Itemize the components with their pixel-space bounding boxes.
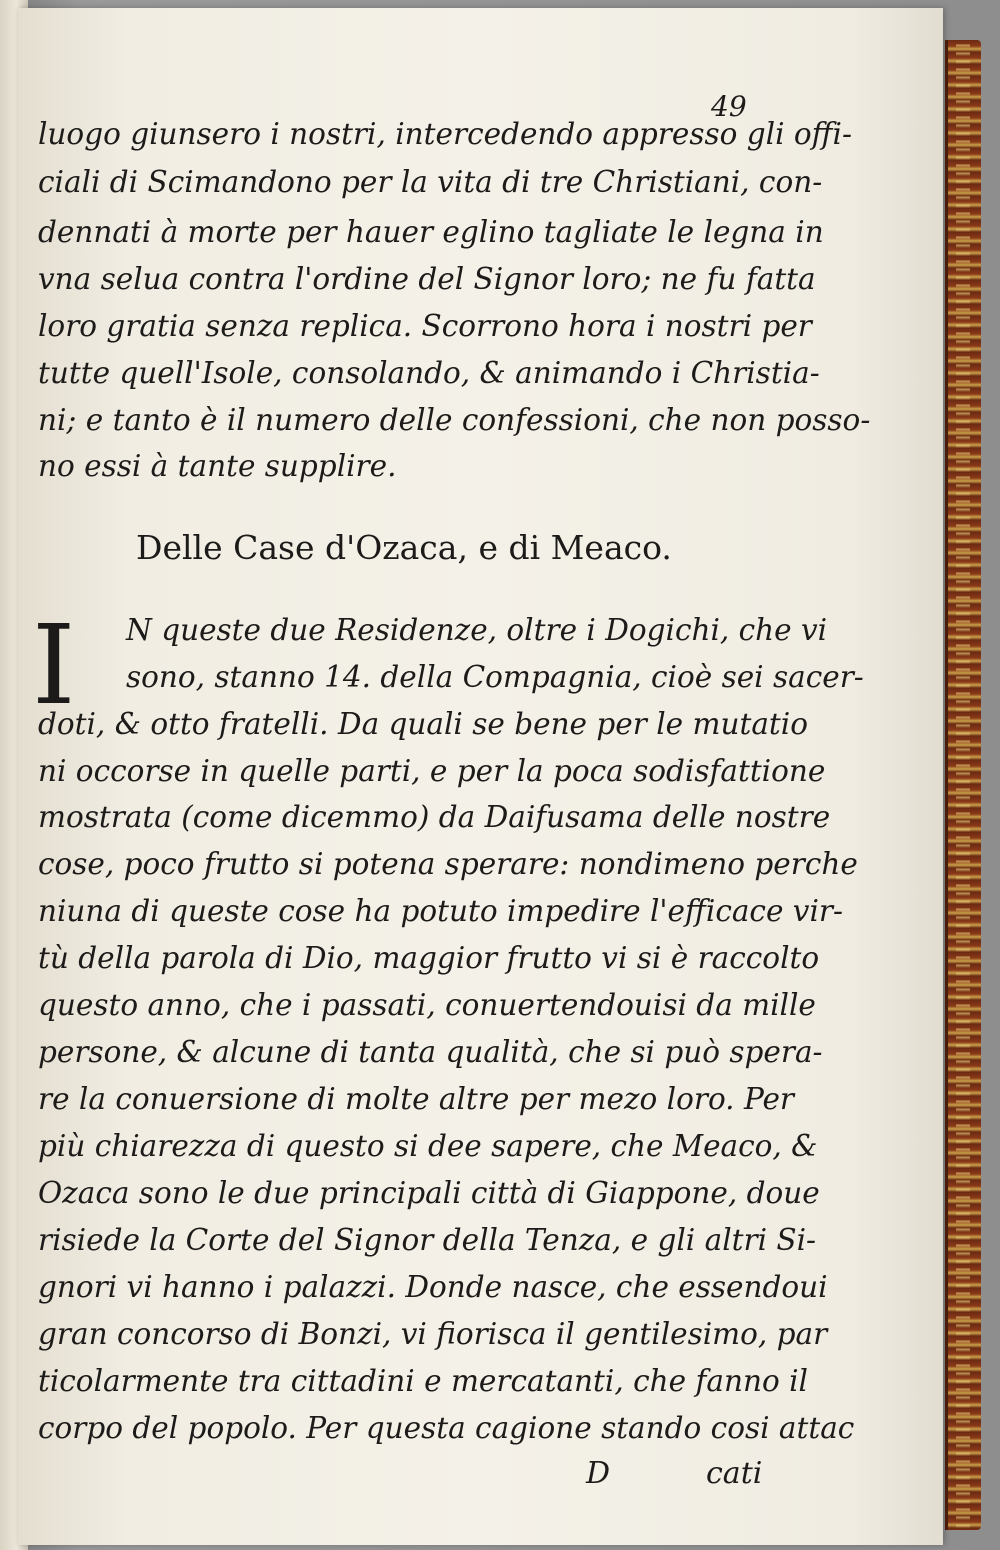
text-line: niuna di queste cose ha potuto impedire l'efficace vir- xyxy=(38,894,843,928)
text-line: ciali di Scimandono per la vita di tre Christiani, con- xyxy=(38,165,823,199)
text-line: ni occorse in quelle parti, e per la poca sodisfattione xyxy=(38,754,826,788)
text-line: più chiarezza di questo si dee sapere, che Meaco, & xyxy=(38,1129,818,1163)
text-line: no essi à tante supplire. xyxy=(38,449,397,483)
text-line: mostrata (come dicemmo) da Daifusama delle nostre xyxy=(38,800,831,834)
text-line: ticolarmente tra cittadini e mercatanti, che fanno il xyxy=(38,1364,808,1398)
section-heading: Delle Case d'Ozaca, e di Meaco. xyxy=(136,528,672,567)
text-line: gran concorso di Bonzi, vi fiorisca il gentilesimo, par xyxy=(38,1317,828,1351)
drop-cap: I xyxy=(32,601,76,729)
text-line: tù della parola di Dio, maggior frutto vi si è raccolto xyxy=(38,941,820,975)
text-line: gnori vi hanno i palazzi. Donde nasce, che essendoui xyxy=(38,1270,828,1304)
text-line: risiede la Corte del Signor della Tenza, e gli altri Si- xyxy=(38,1223,817,1257)
text-line: sono, stanno 14. della Compagnia, cioè sei sacer- xyxy=(126,660,864,694)
text-line: doti, & otto fratelli. Da quali se bene per le mutatio xyxy=(38,707,808,741)
text-line: re la conuersione di molte altre per mezo loro. Per xyxy=(38,1082,795,1116)
catchword: cati xyxy=(706,1456,763,1491)
text-line: questo anno, che i passati, conuertendouisi da mille xyxy=(38,988,816,1022)
text-line: corpo del popolo. Per questa cagione stando cosi attac xyxy=(38,1411,855,1445)
signature-mark: D xyxy=(586,1456,611,1491)
text-line: persone, & alcune di tanta qualità, che si può spera- xyxy=(38,1035,823,1069)
text-line: dennati à morte per hauer eglino tagliate le legna in xyxy=(38,215,824,249)
text-line: N queste due Residenze, oltre i Dogichi, che vi xyxy=(126,613,828,647)
text-line: cose, poco frutto si potena sperare: nondimeno perche xyxy=(38,847,858,881)
text-line: Ozaca sono le due principali città di Giappone, doue xyxy=(38,1176,820,1210)
text-line: ni; e tanto è il numero delle confessioni, che non posso- xyxy=(38,403,871,437)
book-spine-binding xyxy=(945,40,981,1530)
page-number: 49 xyxy=(711,90,747,123)
text-line: tutte quell'Isole, consolando, & animando i Christia- xyxy=(38,356,820,390)
text-line: vna selua contra l'ordine del Signor loro; ne fu fatta xyxy=(38,262,816,296)
text-line: luogo giunsero i nostri, intercedendo appresso gli offi- xyxy=(38,117,852,151)
text-line: loro gratia senza replica. Scorrono hora i nostri per xyxy=(38,309,812,343)
book-page xyxy=(18,8,943,1545)
